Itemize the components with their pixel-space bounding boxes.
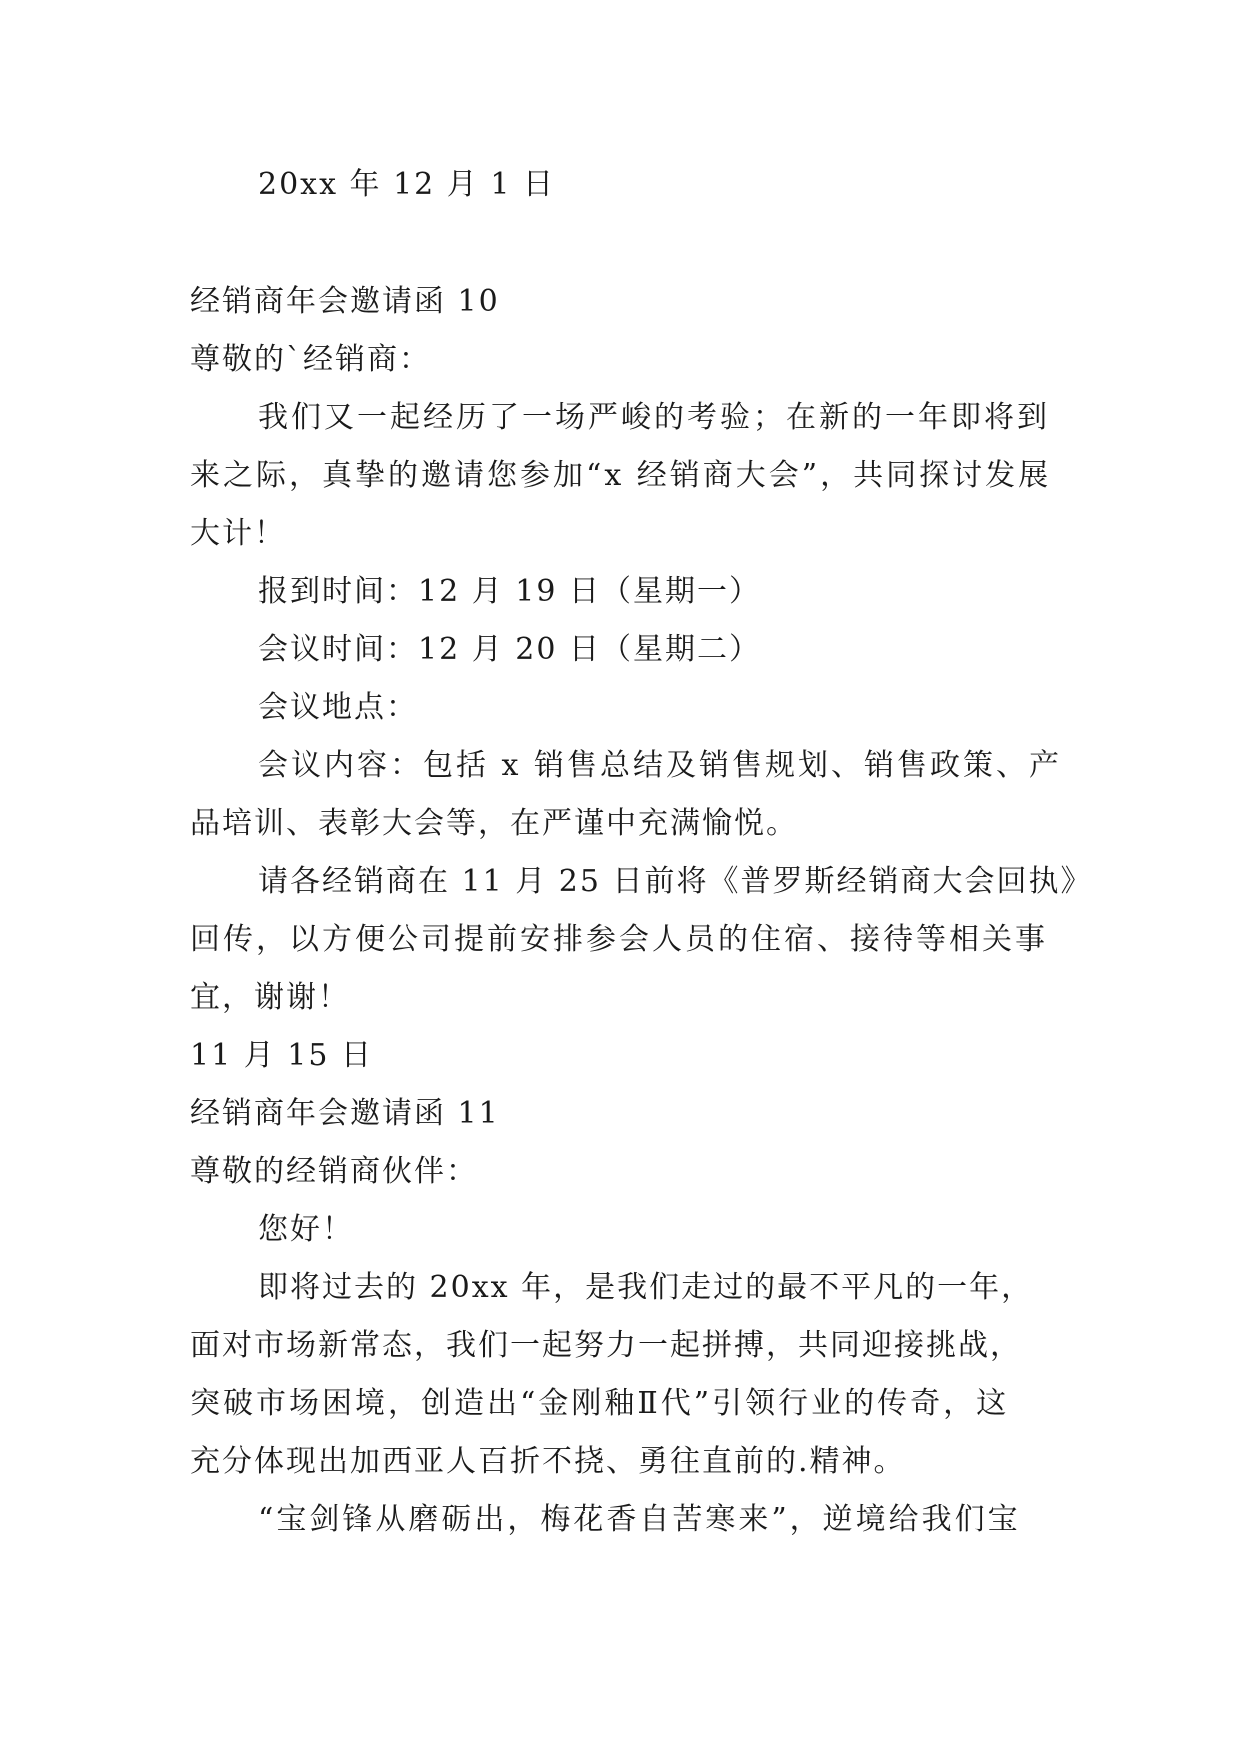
letter10-salutation: 尊敬的`经销商： [190,342,431,377]
letter10-content-line1: 会议内容：包括 x 销售总结及销售规划、销售政策、产 [258,748,1062,783]
letter10-title: 经销商年会邀请函 10 [190,284,500,319]
letter10-meeting-place: 会议地点： [258,690,418,725]
letter10-meeting-time: 会议时间：12 月 20 日（星期二） [258,632,761,667]
letter10-para1-line2: 来之际，真挚的邀请您参加“x 经销商大会”，共同探讨发展 [190,458,1052,493]
letter11-para1-line3: 突破市场困境，创造出“金刚釉Ⅱ代”引领行业的传奇，这 [190,1386,1010,1421]
letter10-para1-line1: 我们又一起经历了一场严峻的考验；在新的一年即将到 [258,400,1050,435]
letter10-reply-line1: 请各经销商在 11 月 25 日前将《普罗斯经销商大会回执》 [258,864,1093,899]
top-date: 20xx 年 12 月 1 日 [258,167,555,202]
letter10-para1-line3: 大计！ [190,516,286,551]
letter10-content-line2: 品培训、表彰大会等，在严谨中充满愉悦。 [190,806,798,841]
letter10-reply-line3: 宜，谢谢！ [190,980,350,1015]
letter11-para1-line4: 充分体现出加西亚人百折不挠、勇往直前的.精神。 [190,1444,906,1479]
letter11-para1-line1: 即将过去的 20xx 年，是我们走过的最不平凡的一年， [258,1270,1034,1305]
letter11-salutation: 尊敬的经销商伙伴： [190,1154,478,1189]
letter10-date: 11 月 15 日 [190,1038,373,1073]
letter11-title: 经销商年会邀请函 11 [190,1096,500,1131]
letter10-report-time: 报到时间：12 月 19 日（星期一） [258,574,761,609]
letter11-para1-line2: 面对市场新常态，我们一起努力一起拼搏，共同迎接挑战， [190,1328,1022,1363]
letter11-para2-line1: “宝剑锋从磨砺出，梅花香自苦寒来”，逆境给我们宝 [258,1502,1021,1537]
letter11-greeting: 您好！ [258,1212,354,1247]
letter10-reply-line2: 回传，以方便公司提前安排参会人员的住宿、接待等相关事 [190,922,1048,957]
